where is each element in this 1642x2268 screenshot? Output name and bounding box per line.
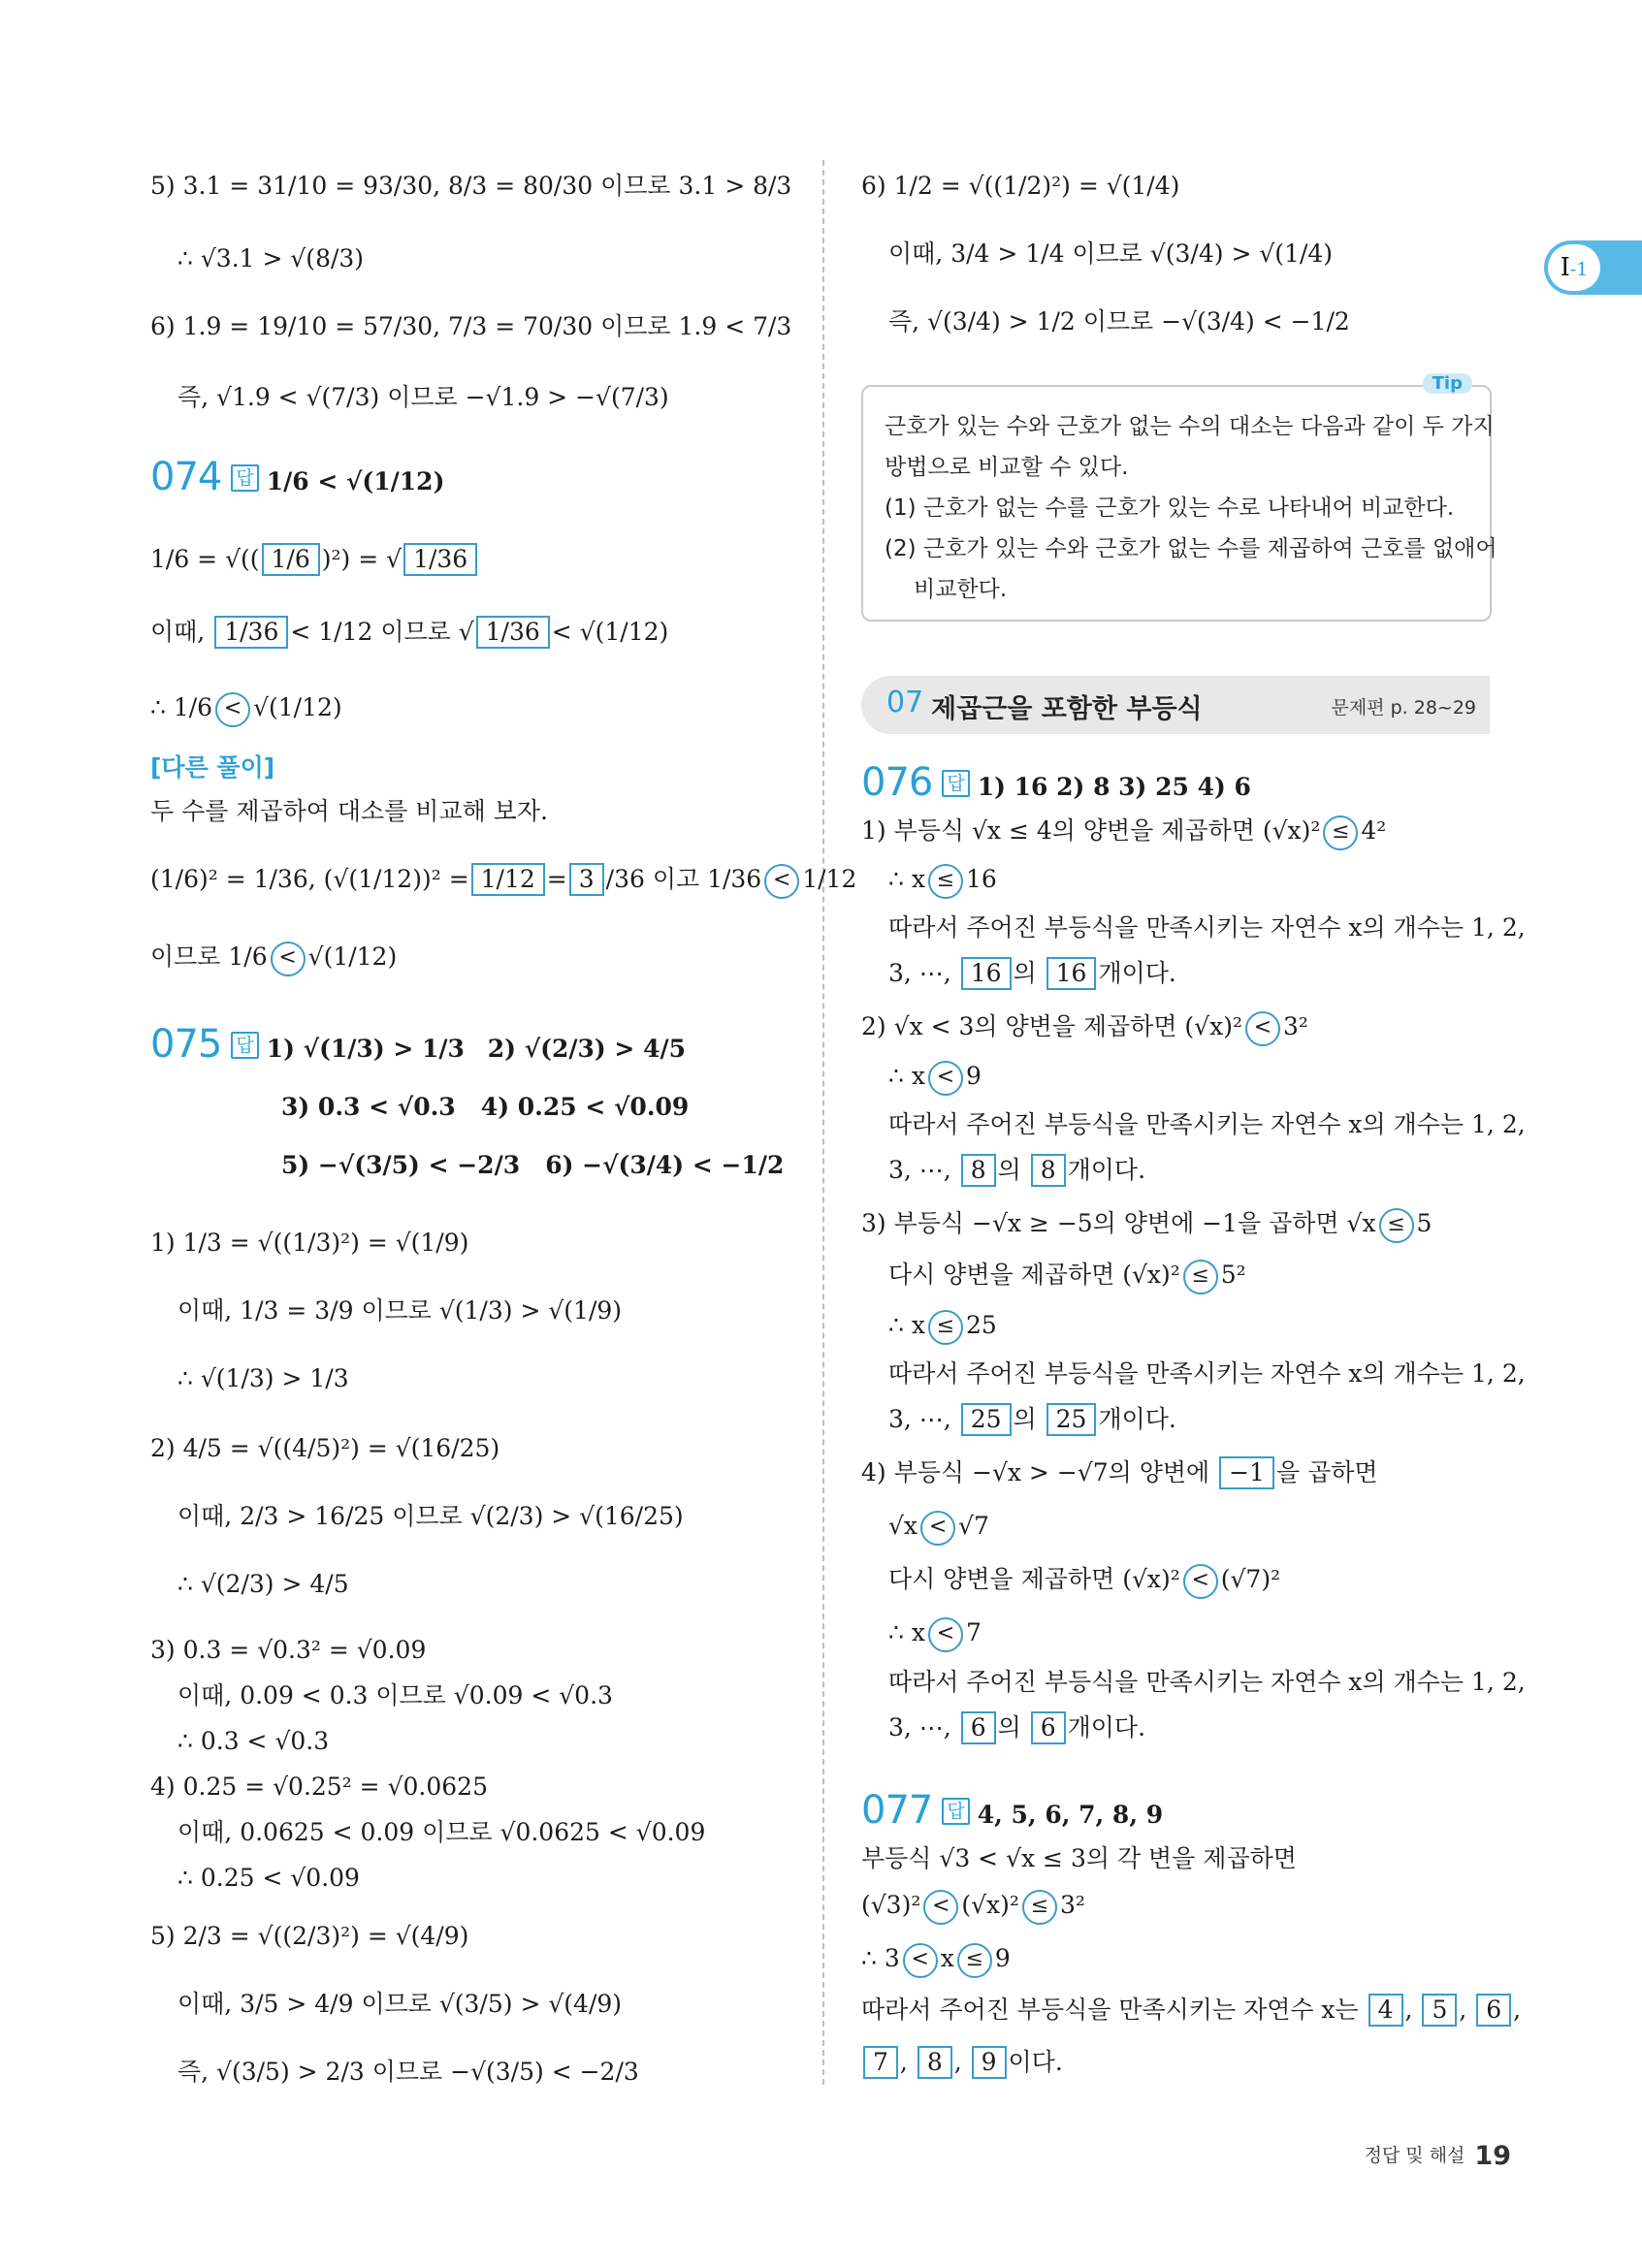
answer-circle: ≤ <box>1183 1260 1218 1294</box>
answer-box: 1/12 <box>471 863 545 896</box>
answer-box: 6 <box>1031 1711 1066 1744</box>
text: 9 <box>965 1062 982 1090</box>
answer-badge: 답 <box>231 464 258 492</box>
answer-circle: ≤ <box>957 1943 992 1978</box>
sol-076-3 <box>861 1207 1432 1243</box>
tip-line: (1) 근호가 없는 수를 근호가 있는 수로 나타내어 비교한다. <box>885 495 1455 521</box>
sol-076-4-e: 따라서 주어진 부등식을 만족시키는 자연수 x의 개수는 1, 2, <box>888 1668 1526 1696</box>
answer-circle: ≤ <box>928 1310 963 1345</box>
text: 의 <box>997 1713 1021 1741</box>
sol-077-4: 따라서 주어진 부등식을 만족시키는 자연수 x는 4 , 5 , 6 , <box>861 1994 1521 2027</box>
text: 5 <box>1416 1209 1433 1237</box>
alt-solution-heading: [다른 풀이] <box>150 753 275 782</box>
answer-circle: < <box>1245 1011 1280 1046</box>
answer-circle: ≤ <box>1379 1208 1414 1243</box>
sol-076-1-b <box>888 863 997 899</box>
text: √7 <box>958 1512 989 1540</box>
sol-076-2 <box>861 1010 1308 1046</box>
answer-075-5: 5) −√(3/5) < −2/3 <box>281 1151 521 1179</box>
text: < √(1/12) <box>551 618 669 646</box>
sol-074-line2 <box>150 616 668 649</box>
footer-label: 정답 및 해설 <box>1364 2145 1465 2166</box>
chapter-roman: I <box>1560 253 1570 282</box>
answer-badge: 답 <box>942 1798 969 1825</box>
alt-solution-line1 <box>150 863 856 899</box>
answer-076: 1) 16 2) 8 3) 25 4) 6 <box>977 773 1251 801</box>
problem-number: 076 <box>861 760 933 805</box>
text: 개이다. <box>1098 1405 1176 1433</box>
answer-circle: < <box>271 942 306 976</box>
text: 이다. <box>1008 2048 1063 2076</box>
text: √(1/12) <box>253 693 342 721</box>
answer-075-row2 <box>281 1091 689 1124</box>
text: 4² <box>1361 816 1387 845</box>
answer-074: 1/6 < √(1/12) <box>266 467 445 495</box>
problem-number: 075 <box>150 1022 222 1067</box>
alt-solution-text: 두 수를 제곱하여 대소를 비교해 보자. <box>150 797 548 825</box>
text: 다시 양변을 제곱하면 (√x)² <box>888 1261 1180 1289</box>
text: /36 이고 1/36 <box>605 865 762 893</box>
chapter-suffix: -1 <box>1569 259 1589 280</box>
answer-box: −1 <box>1219 1456 1274 1489</box>
sol-075-2: 2) 4/5 = √((4/5)²) = √(16/25) <box>150 1434 500 1462</box>
sol-076-1 <box>861 815 1386 850</box>
sol-075-4-c: ∴ 0.25 < √0.09 <box>177 1864 360 1892</box>
text: ∴ 3 <box>861 1944 900 1972</box>
sol-076-1-d <box>888 957 1176 990</box>
sol-075-1: 1) 1/3 = √((1/3)²) = √(1/9) <box>150 1229 469 1257</box>
text: ∴ x <box>888 865 925 893</box>
sol-076-4-c <box>888 1563 1280 1599</box>
text: )²) = √ <box>321 545 402 573</box>
chapter-tab <box>1544 240 1642 295</box>
text: ∴ x <box>888 1311 925 1339</box>
answer-badge: 답 <box>942 770 969 797</box>
sol-076-1-c: 따라서 주어진 부등식을 만족시키는 자연수 x의 개수는 1, 2, <box>888 913 1526 942</box>
answer-box: 1/36 <box>476 616 550 649</box>
sol-073-6-conclusion: 즉, √1.9 < √(7/3) 이므로 −√1.9 > −√(7/3) <box>177 383 669 411</box>
problem-074-header <box>150 455 445 499</box>
page-number: 19 <box>1474 2141 1511 2171</box>
section-page-ref: 문제편 p. 28~29 <box>1331 697 1476 719</box>
sol-075-1-b: 이때, 1/3 = 3/9 이므로 √(1/3) > √(1/9) <box>177 1296 623 1325</box>
text: 25 <box>965 1311 997 1339</box>
text: 4) 부등식 −√x > −√7의 양변에 <box>861 1458 1210 1486</box>
answer-badge: 답 <box>231 1032 258 1059</box>
sol-077-2 <box>861 1889 1085 1925</box>
answer-box: 1/36 <box>403 543 477 576</box>
text: 1/6 = √(( <box>150 545 260 573</box>
text: (√7)² <box>1220 1565 1281 1593</box>
sol-077-3 <box>861 1942 1011 1978</box>
sol-076-3-b <box>888 1259 1246 1294</box>
answer-box: 3 <box>569 863 604 896</box>
sol-075-3-b: 이때, 0.09 < 0.3 이므로 √0.09 < √0.3 <box>177 1681 613 1709</box>
answer-box: 1/36 <box>214 616 288 649</box>
text: 3, ⋯, <box>888 1713 951 1741</box>
problem-number: 074 <box>150 455 222 499</box>
answer-box: 8 <box>961 1154 996 1187</box>
sol-075-4: 4) 0.25 = √0.25² = √0.0625 <box>150 1773 488 1801</box>
answer-circle: < <box>923 1890 958 1925</box>
text: 이때, <box>150 618 206 646</box>
problem-077-header <box>861 1788 1164 1833</box>
answer-box: 8 <box>1031 1154 1066 1187</box>
text: 1/12 <box>802 865 857 893</box>
answer-box: 16 <box>1046 957 1097 990</box>
text: 의 <box>997 1156 1021 1184</box>
answer-box: 5 <box>1422 1994 1457 2027</box>
answer-box: 6 <box>961 1711 996 1744</box>
text: = <box>546 865 567 893</box>
text: (1/6)² = 1/36, (√(1/12))² = <box>150 865 469 893</box>
sol-073-6: 6) 1.9 = 19/10 = 57/30, 7/3 = 70/30 이므로 1.9 < 7/3 <box>150 312 792 340</box>
text: 16 <box>965 865 997 893</box>
sol-076-3-d: 따라서 주어진 부등식을 만족시키는 자연수 x의 개수는 1, 2, <box>888 1359 1526 1388</box>
text: √x <box>888 1512 918 1540</box>
sol-076-2-b <box>888 1060 982 1096</box>
sol-076-4-f <box>888 1711 1145 1744</box>
section-title: 제곱근을 포함한 부등식 <box>931 694 1203 724</box>
text: 3² <box>1059 1891 1085 1919</box>
problem-076-header <box>861 760 1251 805</box>
sol-077-1: 부등식 √3 < √x ≤ 3의 각 변을 제곱하면 <box>861 1844 1297 1872</box>
answer-box: 9 <box>972 2046 1007 2079</box>
answer-circle: ≤ <box>1022 1890 1057 1925</box>
answer-075-3: 3) 0.3 < √0.3 <box>281 1093 456 1121</box>
sol-075-2-b: 이때, 2/3 > 16/25 이므로 √(2/3) > √(16/25) <box>177 1502 684 1530</box>
answer-circle: < <box>903 1943 938 1978</box>
tip-line: 비교한다. <box>914 577 1008 602</box>
text: 5² <box>1220 1261 1246 1289</box>
sol-076-3-e <box>888 1403 1176 1436</box>
alt-solution-line2 <box>150 941 397 976</box>
text: 의 <box>1013 1405 1037 1433</box>
answer-circle: ≤ <box>928 864 963 899</box>
answer-circle: < <box>764 864 799 899</box>
text: 개이다. <box>1098 959 1176 987</box>
text: 따라서 주어진 부등식을 만족시키는 자연수 x는 <box>861 1996 1359 2024</box>
text: ∴ x <box>888 1618 925 1646</box>
sol-076-4-d <box>888 1616 982 1652</box>
text: (√3)² <box>861 1891 921 1919</box>
text: 3, ⋯, <box>888 1156 951 1184</box>
text: 3, ⋯, <box>888 959 951 987</box>
text: 의 <box>1013 959 1037 987</box>
answer-075-2: 2) √(2/3) > 4/5 <box>487 1035 686 1063</box>
sol-077-5: 7 , 8 , 9 이다. <box>861 2046 1063 2079</box>
sol-076-3-c <box>888 1309 997 1345</box>
text: 3² <box>1282 1012 1308 1040</box>
sol-075-2-c: ∴ √(2/3) > 4/5 <box>177 1570 349 1598</box>
sol-076-2-c: 따라서 주어진 부등식을 만족시키는 자연수 x의 개수는 1, 2, <box>888 1110 1526 1138</box>
sol-073-5-conclusion: ∴ √3.1 > √(8/3) <box>177 244 365 272</box>
text: 9 <box>994 1944 1011 1972</box>
answer-075-1: 1) √(1/3) > 1/3 <box>266 1035 465 1063</box>
answer-box: 25 <box>1046 1403 1097 1436</box>
answer-box: 16 <box>961 957 1012 990</box>
answer-075-row3 <box>281 1149 784 1182</box>
tip-line: 방법으로 비교할 수 있다. <box>885 455 1129 480</box>
section-number: 07 <box>886 686 924 719</box>
problem-number: 077 <box>861 1788 933 1833</box>
sol-075-3: 3) 0.3 = √0.3² = √0.09 <box>150 1636 427 1664</box>
answer-box: 4 <box>1368 1994 1403 2027</box>
text: ∴ x <box>888 1062 925 1090</box>
text: 2) √x < 3의 양변을 제곱하면 (√x)² <box>861 1012 1242 1040</box>
sol-075-3-c: ∴ 0.3 < √0.3 <box>177 1727 330 1755</box>
text: 이므로 1/6 <box>150 942 268 971</box>
text: 을 곱하면 <box>1275 1458 1378 1486</box>
page-footer <box>1365 2141 1511 2171</box>
text: 개이다. <box>1067 1156 1146 1184</box>
answer-circle: ≤ <box>1323 815 1358 850</box>
sol-075-6: 6) 1/2 = √((1/2)²) = √(1/4) <box>861 172 1180 200</box>
sol-076-2-d <box>888 1154 1145 1187</box>
answer-circle: < <box>920 1511 955 1546</box>
answer-circle: < <box>1183 1564 1218 1599</box>
sol-076-4 <box>861 1456 1378 1489</box>
sol-075-4-b: 이때, 0.0625 < 0.09 이므로 √0.0625 < √0.09 <box>177 1818 706 1846</box>
sol-075-6-b: 이때, 3/4 > 1/4 이므로 √(3/4) > √(1/4) <box>888 240 1334 268</box>
sol-074-line1 <box>150 543 479 576</box>
text: 개이다. <box>1067 1713 1146 1741</box>
text: ∴ 1/6 <box>150 693 213 721</box>
text: √(1/12) <box>307 942 398 971</box>
answer-circle: < <box>928 1617 963 1652</box>
problem-075-header <box>150 1022 686 1067</box>
text: (√x)² <box>961 1891 1019 1919</box>
tip-line: 근호가 있는 수와 근호가 없는 수의 대소는 다음과 같이 두 가지 <box>885 414 1495 439</box>
answer-box: 8 <box>918 2046 952 2079</box>
section-header <box>861 676 1490 734</box>
text: 3) 부등식 −√x ≥ −5의 양변에 −1을 곱하면 √x <box>861 1209 1376 1237</box>
text: 3, ⋯, <box>888 1405 951 1433</box>
tip-line: (2) 근호가 있는 수와 근호가 없는 수를 제곱하여 근호를 없애어 <box>885 536 1497 561</box>
answer-075-6: 6) −√(3/4) < −1/2 <box>545 1151 785 1179</box>
column-divider <box>822 160 824 2085</box>
tip-box <box>861 373 1497 622</box>
text: 다시 양변을 제곱하면 (√x)² <box>888 1565 1180 1593</box>
tip-label: Tip <box>1423 373 1472 394</box>
sol-075-5: 5) 2/3 = √((2/3)²) = √(4/9) <box>150 1922 469 1950</box>
text: x <box>940 1944 954 1972</box>
sol-075-5-c: 즉, √(3/5) > 2/3 이므로 −√(3/5) < −2/3 <box>177 2058 639 2086</box>
chapter-tab-label <box>1548 244 1600 291</box>
answer-077: 4, 5, 6, 7, 8, 9 <box>977 1801 1164 1829</box>
answer-circle: < <box>928 1061 963 1096</box>
answer-075-4: 4) 0.25 < √0.09 <box>480 1093 690 1121</box>
sol-075-1-c: ∴ √(1/3) > 1/3 <box>177 1364 349 1392</box>
answer-box: 7 <box>863 2046 898 2079</box>
answer-circle: < <box>215 692 250 727</box>
answer-box: 25 <box>961 1403 1012 1436</box>
sol-075-5-b: 이때, 3/5 > 4/9 이므로 √(3/5) > √(4/9) <box>177 1990 623 2018</box>
text: < 1/12 이므로 √ <box>290 618 474 646</box>
text: 7 <box>965 1618 982 1646</box>
sol-075-6-c: 즉, √(3/4) > 1/2 이므로 −√(3/4) < −1/2 <box>888 307 1350 335</box>
answer-box: 1/6 <box>262 543 320 576</box>
text: 1) 부등식 √x ≤ 4의 양변을 제곱하면 (√x)² <box>861 816 1321 845</box>
answer-box: 6 <box>1476 1994 1511 2027</box>
sol-074-line3 <box>150 691 342 727</box>
sol-076-4-b <box>888 1510 989 1546</box>
sol-073-5: 5) 3.1 = 31/10 = 93/30, 8/3 = 80/30 이므로 3.1 > 8/3 <box>150 172 792 200</box>
